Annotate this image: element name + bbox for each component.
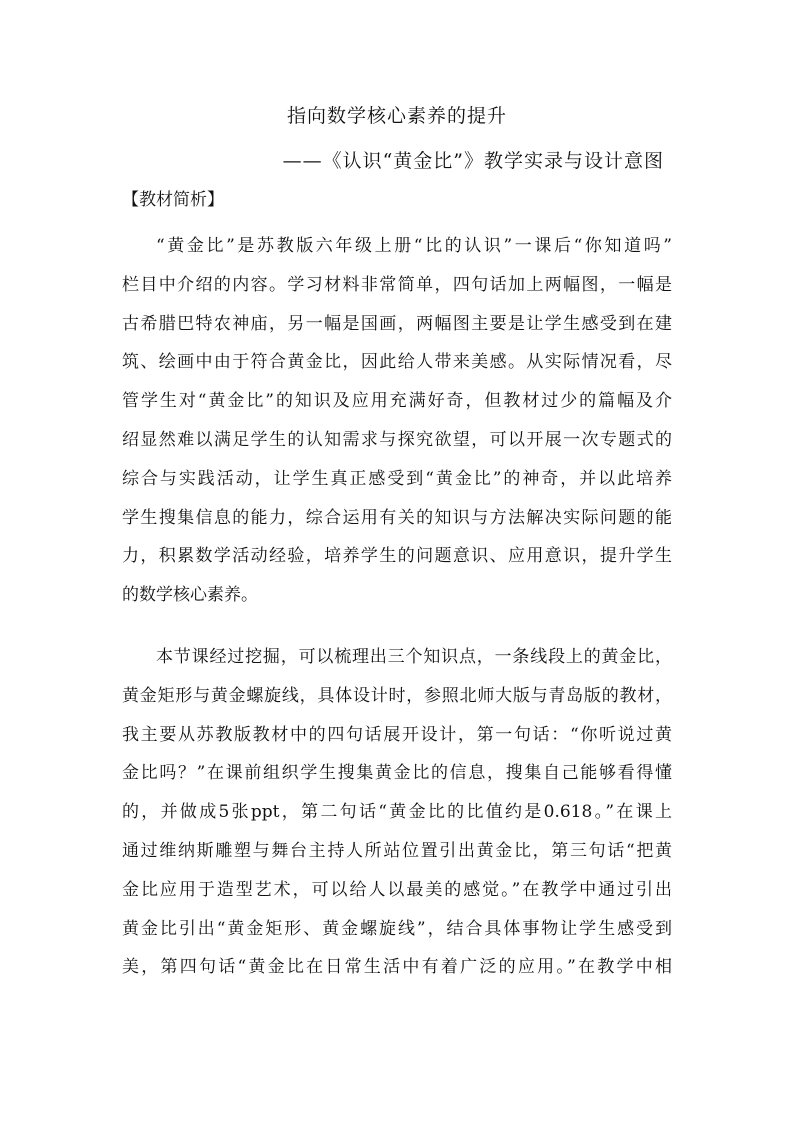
section-heading: 【教材简析】 xyxy=(122,190,224,210)
text-line: 的数学核心素养。 xyxy=(122,585,258,606)
document-title: 指向数学核心素养的提升 xyxy=(286,105,507,127)
document-subtitle: ——《认识“黄金比”》教学实录与设计意图 xyxy=(282,150,664,172)
text-line: 黄金比引出“黄金矩形、黄金螺旋线”，结合具体事物让学生感受到 xyxy=(122,918,672,939)
text-line: 金比应用于造型艺术，可以给人以最美的感觉。”在教学中通过引出 xyxy=(122,879,672,900)
text-line: 黄金矩形与黄金螺旋线，具体设计时，参照北师大版与青岛版的教材， xyxy=(122,685,672,706)
paragraph-textbook-analysis xyxy=(122,227,672,615)
text-line: 通过维纳斯雕塑与舞台主持人所站位置引出黄金比，第三句话“把黄 xyxy=(122,840,672,861)
text-line: 我主要从苏教版教材中的四句话展开设计，第一句话：“你听说过黄 xyxy=(122,724,672,745)
text-line: 管学生对“黄金比”的知识及应用充满好奇，但教材过少的篇幅及介 xyxy=(122,391,672,412)
text-line: “黄金比”是苏教版六年级上册“比的认识”一课后“你知道吗” xyxy=(156,236,672,256)
text-line: 古希腊巴特农神庙，另一幅是国画，两幅图主要是让学生感受到在建 xyxy=(122,313,672,334)
text-line: 学生搜集信息的能力，综合运用有关的知识与方法解决实际问题的能 xyxy=(122,507,672,528)
text-line: 绍显然难以满足学生的认知需求与探究欲望，可以开展一次专题式的 xyxy=(122,429,672,450)
text-line: 综合与实践活动，让学生真正感受到“黄金比”的神奇，并以此培养 xyxy=(122,468,672,489)
text-line: 力，积累数学活动经验，培养学生的问题意识、应用意识，提升学生 xyxy=(122,546,672,567)
text-line: 金比吗？”在课前组织学生搜集黄金比的信息，搜集自己能够看得懂 xyxy=(122,763,672,784)
text-line: 的，并做成5张ppt，第二句话“黄金比的比值约是0.618。”在课上 xyxy=(122,802,672,823)
paragraph-lesson-design xyxy=(122,638,672,987)
text-line: 美，第四句话“黄金比在日常生活中有着广泛的应用。”在教学中相 xyxy=(122,957,672,978)
text-line: 栏目中介绍的内容。学习材料非常简单，四句话加上两幅图，一幅是 xyxy=(122,274,672,295)
text-line: 筑、绘画中由于符合黄金比，因此给人带来美感。从实际情况看，尽 xyxy=(122,352,672,373)
text-line: 本节课经过挖掘，可以梳理出三个知识点，一条线段上的黄金比， xyxy=(156,647,672,667)
